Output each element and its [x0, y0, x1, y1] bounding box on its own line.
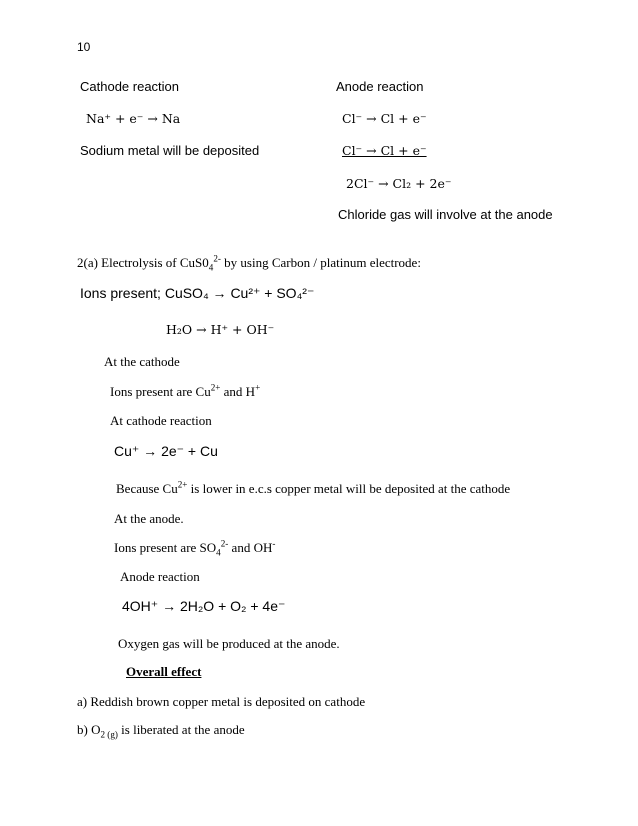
cathode-reaction-label: At cathode reaction	[110, 413, 212, 428]
copper-cathode-equation: Cu⁺ → 2e⁻ + Cu	[114, 443, 218, 459]
cathode-heading: Cathode reaction	[80, 79, 180, 94]
cathode-note: Sodium metal will be deposited	[80, 143, 260, 158]
water-dissociation-equation: H₂O → H⁺ + OH⁻	[166, 322, 275, 337]
ions-present-cathode: Ions present are $Cu^{2+}$ and H+	[110, 382, 261, 399]
hydroxide-anode-equation: 4OH⁺ → 2H₂O + O₂ + 4e⁻	[122, 598, 286, 614]
page-number: 10	[77, 40, 91, 54]
oxygen-produced-line: Oxygen gas will be produced at the anode.	[118, 636, 340, 651]
because-copper-line: Because $Cu^{2+}$ is lower in e.c.s copper metal will be deposited at the cathode	[116, 479, 511, 496]
anode-equation-2: Cl⁻ → Cl + e⁻	[342, 143, 427, 158]
at-the-anode-label: At the anode.	[114, 511, 184, 526]
anode-reaction-label: Anode reaction	[120, 569, 200, 584]
at-the-cathode-label: At the cathode	[104, 354, 180, 369]
ions-present-equation: Ions present; CuSO₄ → Cu²⁺ + SO₄²⁻	[80, 285, 315, 301]
section-2a-heading: 2(a) Electrolysis of $CuS0_4^{2-}$ by using Carbon / platinum electrode:	[77, 253, 421, 273]
anode-heading: Anode reaction	[336, 79, 424, 94]
overall-effect-heading: Overall effect	[126, 664, 202, 679]
overall-effect-a: a) Reddish brown copper metal is deposited on cathode	[77, 694, 366, 709]
anode-note: Chloride gas will involve at the anode	[338, 207, 553, 222]
cathode-sodium-equation: Na⁺ + e⁻ → Na	[86, 111, 181, 126]
anode-equation-1: Cl⁻ → Cl + e⁻	[342, 111, 427, 126]
overall-effect-b: b) $O_{2 (g)}$ is liberated at the anode	[77, 722, 245, 740]
anode-equation-3: 2Cl⁻ → Cl₂ + 2e⁻	[346, 176, 452, 191]
ions-present-anode: Ions present are $SO_4^{2-}$ and OH-	[114, 538, 276, 558]
